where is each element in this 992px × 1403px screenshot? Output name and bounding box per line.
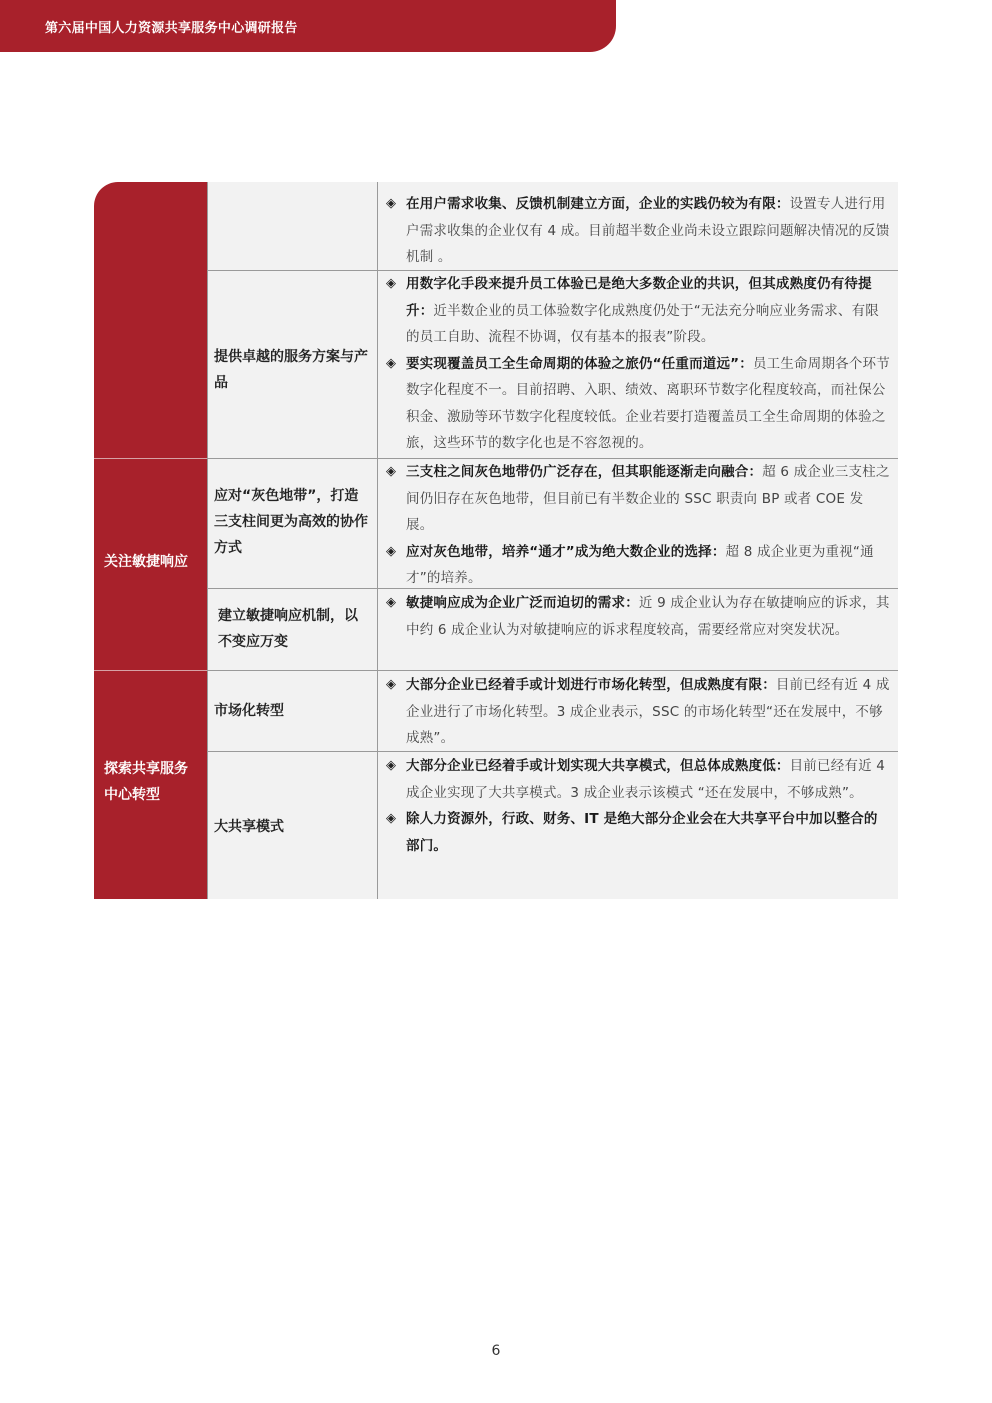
category-cell (94, 458, 207, 670)
bullet-text: 超 8 成企业更为重视“通才”的培养。 (406, 543, 874, 586)
bullet-text: 目前已经有近 4 成企业实现了大共享模式。3 成企业表示该模式 “还在发展中，不够成熟”。 (406, 758, 886, 801)
header-bar (0, 0, 616, 52)
bullet-text: 近半数企业的员工体验数字化成熟度仍处于“无法充分响应业务需求、有限的员工自助、流程不协调，仅有基本的报表”阶段。 (406, 302, 879, 345)
bullet-item (386, 459, 890, 539)
detail-cell (377, 182, 898, 270)
subcategory-label: 市场化转型 (214, 703, 284, 719)
subcategory-cell (207, 670, 377, 751)
diamond-bullet-icon: ◈ (386, 543, 397, 559)
bullet-item (386, 539, 890, 592)
bullet-bold-text: 三支柱之间灰色地带仍广泛存在，但其职能逐渐走向融合： (406, 464, 763, 480)
subcategory-cell (207, 458, 377, 588)
bullet-item (386, 806, 890, 859)
diamond-bullet-icon: ◈ (386, 677, 397, 692)
diamond-bullet-icon: ◈ (386, 196, 397, 211)
category-cell-top (94, 182, 207, 458)
diamond-bullet-icon: ◈ (386, 464, 397, 479)
bullet-text: 员工生命周期各个环节数字化程度不一。目前招聘、入职、绩效、离职环节数字化程度较高，而社保公积金、激励等环节数字化程度较低。企业若要打造覆盖员工全生命周期的体验之旅，这些环节的数字化也是不容忽视的。 (406, 355, 890, 451)
bullet-text: 近 9 成企业认为存在敏捷响应的诉求，其中约 6 成企业认为对敏捷响应的诉求程度较高，需要经常应对突发状况。 (406, 595, 890, 638)
category-label: 探索共享服务中心转型 (104, 761, 188, 803)
bullet-item (386, 672, 890, 752)
report-title: 第六届中国人力资源共享服务中心调研报告 (45, 21, 298, 36)
bullet-item (386, 590, 890, 643)
subcategory-cell (207, 270, 377, 458)
bullet-bold-text: 应对灰色地带，培养“通才”成为绝大数企业的选择： (406, 543, 726, 560)
subcategory-cell (207, 751, 377, 899)
diamond-bullet-icon: ◈ (386, 758, 397, 773)
bullet-item (386, 351, 890, 457)
subcategory-cell (207, 182, 377, 270)
bullet-item (386, 753, 890, 806)
subcategory-cell (207, 588, 377, 670)
bullet-bold-text: 用数字化手段来提升员工体验已是绝大多数企业的共识，但其成熟度仍有待提升： (406, 276, 872, 319)
bullet-bold-text: 大部分企业已经着手或计划进行市场化转型，但成熟度有限： (406, 677, 776, 693)
diamond-bullet-icon: ◈ (386, 276, 397, 291)
bullet-item (386, 191, 890, 271)
bullet-text: 设置专人进行用户需求收集的企业仅有 4 成。目前超半数企业尚未设立跟踪问题解决情况的反馈机制 。 (406, 196, 890, 265)
bullet-bold-text: 敏捷响应成为企业广泛而迫切的需求： (406, 595, 639, 611)
detail-cell (377, 670, 898, 751)
bullet-item (386, 271, 890, 351)
bullet-text: 超 6 成企业三支柱之间仍旧存在灰色地带，但目前已有半数企业的 SSC 职责向 BP 或者 COE 发展。 (406, 464, 890, 533)
diamond-bullet-icon: ◈ (386, 811, 397, 826)
summary-table (94, 182, 898, 899)
bullet-bold-text: 大部分企业已经着手或计划实现大共享模式，但总体成熟度低： (406, 758, 790, 774)
diamond-bullet-icon: ◈ (386, 595, 397, 610)
page-number: 6 (491, 1343, 501, 1359)
subcategory-label: 提供卓越的服务方案与产品 (214, 349, 368, 391)
detail-cell (377, 270, 898, 458)
diamond-bullet-icon: ◈ (386, 355, 397, 371)
category-cell (94, 670, 207, 899)
bullet-bold-text: 除人力资源外，行政、财务、IT 是绝大部分企业会在大共享平台中加以整合的部门。 (406, 811, 878, 854)
detail-cell (377, 458, 898, 588)
bullet-text: 目前已经有近 4 成企业进行了市场化转型。3 成企业表示，SSC 的市场化转型“还在发展中，不够成熟”。 (406, 677, 890, 746)
detail-cell (377, 751, 898, 899)
subcategory-label: 建立敏捷响应机制，以不变应万变 (218, 608, 358, 650)
subcategory-label: 应对“灰色地带”，打造三支柱间更为高效的协作方式 (214, 488, 368, 556)
subcategory-label: 大共享模式 (214, 819, 284, 835)
bullet-bold-text: 要实现覆盖员工全生命周期的体验之旅仍“任重而道远”： (406, 355, 753, 372)
category-label: 关注敏捷响应 (104, 554, 188, 570)
detail-cell (377, 588, 898, 670)
bullet-bold-text: 在用户需求收集、反馈机制建立方面，企业的实践仍较为有限： (406, 196, 790, 212)
